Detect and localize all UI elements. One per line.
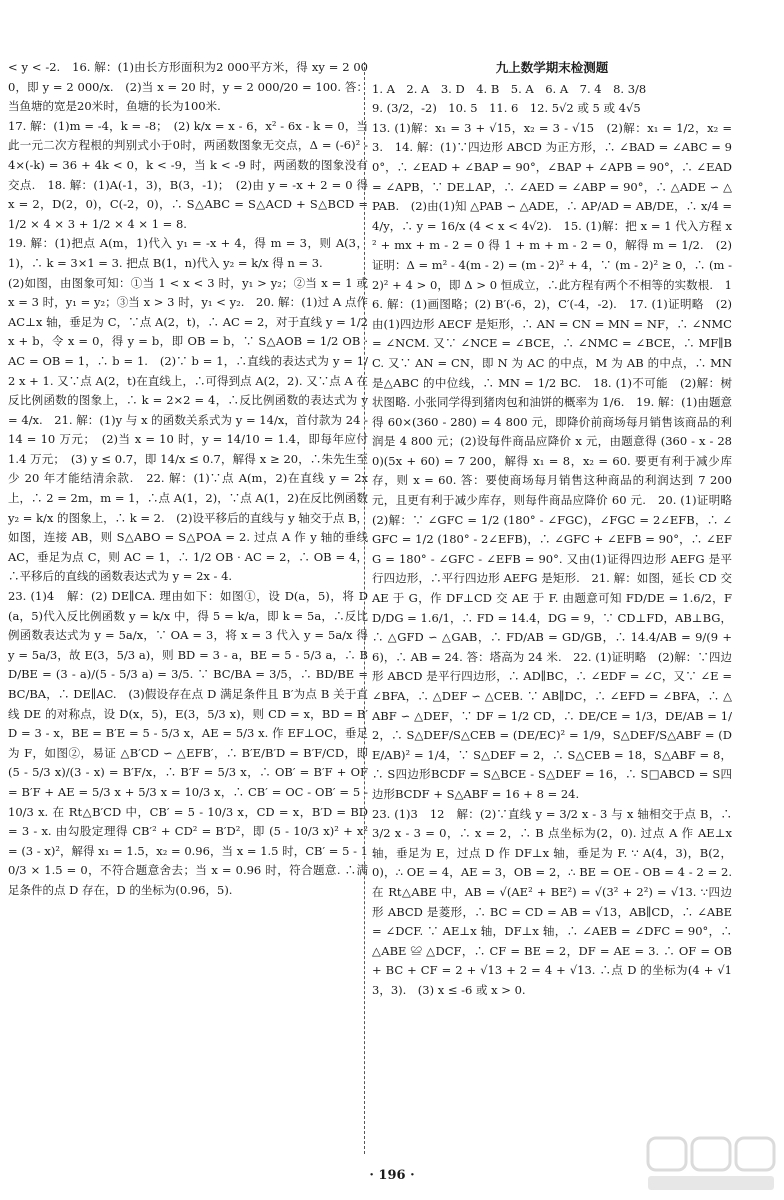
answer-block: 13. (1)解：x₁ = 3 + √15，x₂ = 3 - √15 (2)解：x₁ = 1/2，x₂ = 3. 14. 解：(1)∵四边形 ABCD 为正方形，∴ ∠BAD = ∠ABC = 90°，∴ ∠EAD + ∠BAP = 90°，∠BAP + ∠APB = 90°，∴ ∠EAD = ∠APB，∵ DE⊥AP，∴ ∠AED = ∠ABP = 90°，∴ △ADE ∽ △PAB. (2)由(1)知 △PAB ∽ △ADE，∴ AP/AD = AB/DE，∴ x/4 = 4/y，∴ y = 16/x (4 < x < 4√2). 15. (1)解：把 x = 1 代入方程 x² + mx + m - 2 = 0 得 1 + m + m - 2 = 0，解得 m = 1/2. (2)证明：Δ = m² - 4(m - 2) = (m - 2)² + 4，∵ (m - 2)² ≥ 0，∴ (m - 2)² + 4 > 0，即 Δ > 0 恒成立，∴此方程有两个不相等的实数根. 16. 解：(1)画图略；(2) B′(-6，2)，C′(-4，-2). 17. (1)证明略 (2)由(1)四边形 AECF 是矩形，∴ AN = CN = MN = NF，∴ ∠NMC = ∠NCM. 又∵ ∠NCE = ∠BCE，∴ ∠NMC = ∠BCE，∴ MF∥BC. 又∵ AN = CN，即 N 为 AC 的中点，M 为 AB 的中点，∴ MN 是△ABC 的中位线，∴ MN = 1/2 BC. 18. (1)不可能 (2)解：树状图略. 小张同学得到猪肉包和油饼的概率为 1/6. 19. 解：(1)由题意得 60×(360 - 280) = 4 800 元，即降价前商场每月销售该商品的利润是 4 800 元；(2)设每件商品应降价 x 元，由题意得 (360 - x - 280)(5x + 60) = 7 200，解得 x₁ = 8，x₂ = 60. 要更有利于减少库存，则 x = 60. 答：要使商场每月销售这种商品的利润达到 7 200 元，且更有利于减少库存，则每件商品应降价 60 元. 20. (1)证明略 (2)解：∵ ∠GFC = 1/2 (180° - ∠FGC)，∠FGC = 2∠EFB，∴ ∠GFC = 1/2 (180° - 2∠EFB)，∴ ∠GFC + ∠EFB = 90°，∴ ∠EFG = 180° - ∠GFC - ∠EFB = 90°. 又由(1)证得四边形 AEFG 是平行四边形，∴平行四边形 AEFG 是矩形. 21. 解：如图，延长 CD 交 AE 于 G，作 DF⊥CD 交 AE 于 F. 由题意可知 FD/DE = 1.6/2，FD/DG = 1.6/1，∴ FD = 14.4，DG = 9，∵ CD⊥FD，AB⊥BG，∴ △GFD ∽ △GAB，∴ FD/AB = GD/GB，∴ 14.4/AB = 9/(9 + 6)，∴ AB = 24. 答：塔高为 24 米. 22. (1)证明略 (2)解：∵四边形 ABCD 是平行四边形，∴ AD∥BC，∴ ∠EDF = ∠C，又∵ ∠E = ∠BFA，∴ △DEF ∽ △CEB. ∵ AB∥DC，∴ ∠EFD = ∠BFA，∴ △ABF ∽ △DEF，∵ DF = 1/2 CD，∴ DE/CE = 1/3，DE/AB = 1/2，∴ S△DEF/S△CEB = (DE/EC)² = 1/9，S△DEF/S△ABF = (DE/AB)² = 1/4，∵ S△DEF = 2，∴ S△CEB = 18，S△ABF = 8，∴ S四边形BCDF = S△BCE - S△DEF = 16，∴ S□ABCD = S四边形BCDF + S△ABF = 16 + 8 = 24. xyxy=(372,120,744,801)
answer-block: < y < -2. 16. 解：(1)由长方形面积为2 000平方米，得 xy = 2 000，即 y = 2 000/x. (2)当 x = 20 时，y = 2 000/20 = 100. 答：当鱼塘的宽是20米时，鱼塘的长为100米. xyxy=(8,60,368,114)
answer-block: 23. (1)3 12 解：(2)∵直线 y = 3/2 x - 3 与 x 轴相交于点 B，∴ 3/2 x - 3 = 0，∴ x = 2，∴ B 点坐标为(2，0). 过点 A 作 AE⊥x 轴，垂足为 E，过点 D 作 DF⊥x 轴，垂足为 F. ∵ A(4，3)，B(2，0)，∴ OE = 4，AE = 3，OB = 2，∴ BE = OE - OB = 4 - 2 = 2. 在 Rt△ABE 中，AB = √(AE² + BE²) = √(3² + 2²) = √13. ∵四边形 ABCD 是菱形，∴ BC = CD = AB = √13，AB∥CD，∴ ∠ABE = ∠DCF. ∵ AE⊥x 轴，DF⊥x 轴，∴ ∠AEB = ∠DFC = 90°，∴ △ABE ≌ △DCF，∴ CF = BE = 2，DF = AE = 3. ∴ OF = OB + BC + CF = 2 + √13 + 2 = 4 + √13. ∴点 D 的坐标为(4 + √13，3). (3) x ≤ -6 或 x > 0. xyxy=(372,806,732,997)
section-title: 九上数学期末检测题 xyxy=(495,60,609,75)
answer-block: (2)如图，由图象可知：①当 1 < x < 3 时，y₁ > y₂；②当 x = 1 或 x = 3 时，y₁ = y₂；③当 x > 3 时，y₁ < y₂. 20. 解：(1)过 A 点作 AC⊥x 轴，垂足为 C，∵点 A(2，t)，∴ AC = 2，对于直线 y = 1/2 x + b，令 x = 0，得 y = b，即 OB = b，∵ S△AOB = 1/2 OB · AC = OB = 1，∴ b = 1. (2)∵ b = 1，∴直线的表达式为 y = 1/2 x + 1. 又∵点 A(2，t)在直线上，∴可得到点 A(2，2). 又∵点 A 在反比例函数的图象上，∴ k = 2×2 = 4，∴反比例函数的表达式为 y = 4/x. 21. 解：(1)y 与 x 的函数关系式为 y = 14/x，首付款为 24 - 14 = 10 万元； (2)当 x = 10 时，y = 14/10 = 1.4，即每年应付 1.4 万元； (3) y ≤ 0.7，即 14/x ≤ 0.7，解得 x ≥ 20，∴朱先生至少 20 年才能结清余款. 22. 解：(1)∵点 A(m，2)在直线 y = 2x 上，∴ 2 = 2m，m = 1，∴点 A(1，2)，∵点 A(1，2)在反比例函数 y₂ = k/x 的图象上，∴ k = 2. (2)设平移后的直线与 y 轴交于点 B，如图，连接 AB，则 S△ABO = S△POA = 2. 过点 A 作 y 轴的垂线 AC，垂足为点 C，则 AC = 1，∴ 1/2 OB · AC = 2，∴ OB = 4，∴平移后的直线的函数表达式为 y = 2x - 4. xyxy=(8,275,368,584)
answer-block: 1. A 2. A 3. D 4. B 5. A 6. A 7. 4 8. 3/8 xyxy=(372,81,647,96)
answer-block: 17. 解：(1)m = -4，k = -8； (2) k/x = x - 6，x² - 6x - k = 0，当此一元二次方程根的判别式小于0时，两函数图象无交点，Δ = (-6)² - 4×(-k) = 36 + 4k < 0，k < -9，当 k < -9 时，两函数的图象没有交点. 18. 解：(1)A(-1，3)，B(3，-1)； (2)由 y = -x + 2 = 0 得 x = 2，D(2，0)，C(-2，0)，∴ S△ABC = S△ACD + S△BCD = 1/2 × 4 × 3 + 1/2 × 4 × 1 = 8. xyxy=(8,118,368,231)
right-column xyxy=(372,58,744,1001)
column-divider xyxy=(364,62,365,1154)
left-column xyxy=(8,58,368,901)
watermark-logo-icon xyxy=(646,1134,776,1194)
answer-block: 19. 解：(1)把点 A(m，1)代入 y₁ = -x + 4，得 m = 3，则 A(3，1)，∴ k = 3×1 = 3. 把点 B(1，n)代入 y₂ = k/x 得 n = 3. xyxy=(8,236,368,270)
page-number: · 196 · xyxy=(369,1168,415,1183)
answer-block: 9. (3/2，-2) 10. 5 11. 6 12. 5√2 或 5 或 4√5 xyxy=(372,101,641,116)
answer-block: 23. (1)4 解：(2) DE∥CA. 理由如下：如图①，设 D(a，5)，将 D(a，5)代入反比例函数 y = k/x 中，得 5 = k/a，即 k = 5a，∴反比例函数表达式为 y = 5a/x，∵ OA = 3，将 x = 3 代入 y = 5a/x 得 y = 5a/3，故 E(3，5/3 a)，则 BD = 3 - a，BE = 5 - 5/3 a，∴ BD/BE = (3 - a)/(5 - 5/3 a) = 3/5. ∵ BC/BA = 3/5，∴ BD/BE = BC/BA，∴ DE∥AC. (3)假设存在点 D 满足条件且 B′为点 B 关于直线 DE 的对称点，设 D(x，5)，E(3，5/3 x)，则 CD = x，BD = B′D = 3 - x，BE = B′E = 5 - 5/3 x，AE = 5/3 x. 作 EF⊥OC，垂足为 F，如图②，易证 △B′CD ∽ △EFB′，∴ B′E/B′D = B′F/CD，即 (5 - 5/3 x)/(3 - x) = B′F/x，∴ B′F = 5/3 x，∴ OB′ = B′F + OF = B′F + AE = 5/3 x + 5/3 x = 10/3 x，∴ CB′ = OC - OB′ = 5 - 10/3 x. 在 Rt△B′CD 中，CB′ = 5 - 10/3 x，CD = x，B′D = BD = 3 - x. 由勾股定理得 CB′² + CD² = B′D²，即 (5 - 10/3 x)² + x² = (3 - x)²，解得 x₁ = 1.5，x₂ = 0.96，当 x = 1.5 时，CB′ = 5 - 10/3 × 1.5 = 0，不符合题意舍去；当 x = 0.96 时，符合题意. ∴满足条件的点 D 存在，D 的坐标为(0.96，5). xyxy=(8,589,368,897)
